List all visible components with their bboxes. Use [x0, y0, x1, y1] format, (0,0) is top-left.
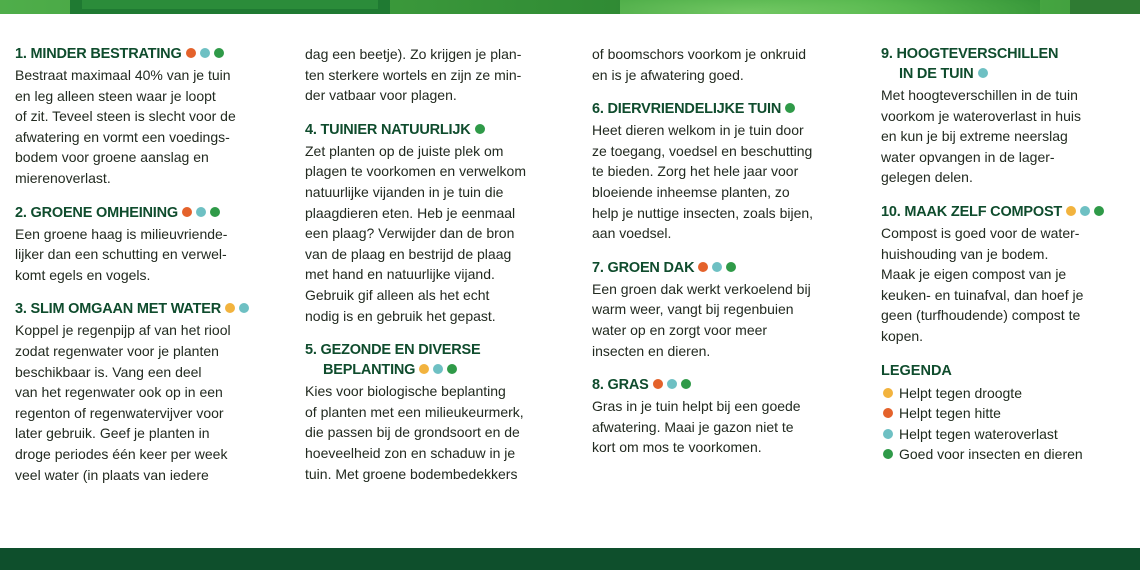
text-line: plaagdieren eten. Heb je eenmaal — [305, 204, 516, 221]
tip-8 — [592, 375, 862, 458]
tip-9-body — [881, 85, 1133, 188]
text-line: met hand en natuurlijke vijand. — [305, 266, 495, 283]
text-line: keuken- en tuinafval, dan hoef je — [881, 286, 1084, 303]
water-dot-icon — [978, 68, 988, 78]
text-line: komt egels en vogels. — [15, 266, 151, 283]
text-line: der vatbaar voor plagen. — [305, 87, 457, 104]
water-dot-icon — [1080, 206, 1090, 216]
text-line: regenton of regenwatervijver voor — [15, 404, 224, 421]
text-line: Compost is goed voor de water- — [881, 224, 1080, 241]
legend-item-insects — [881, 444, 1133, 465]
tip-5-body — [305, 381, 575, 484]
text-line: geen (turfhoudende) compost te — [881, 307, 1081, 324]
insects-dot-icon — [681, 379, 691, 389]
insects-dot-icon — [1094, 206, 1104, 216]
tip-3-body — [15, 320, 280, 485]
text-line: Bestraat maximaal 40% van je tuin — [15, 67, 231, 83]
water-dot-icon — [433, 364, 443, 374]
text-line: een plaag? Verwijder dan de bron — [305, 225, 515, 242]
insects-dot-icon — [447, 364, 457, 374]
tip-7 — [592, 258, 862, 361]
column-2 — [305, 44, 575, 498]
tip-9 — [881, 44, 1133, 188]
text-line: ten sterkere wortels en zijn ze min- — [305, 66, 522, 83]
tip-3-continued — [305, 44, 575, 106]
tip-5 — [305, 340, 575, 484]
tip-4-title: 4. TUINIER NATUURLIJK — [305, 120, 575, 140]
column-1 — [15, 44, 280, 499]
text-line: Met hoogteverschillen in de tuin — [881, 87, 1078, 103]
text-line: water opvangen in de lager- — [881, 148, 1055, 165]
text-line: Heet dieren welkom in je tuin door — [592, 122, 804, 139]
insects-dot-icon — [726, 262, 736, 272]
text-line: Koppel je regenpijp af van het riool — [15, 322, 231, 339]
tip-6-body — [592, 120, 862, 244]
text-line: huishouding van je bodem. — [881, 245, 1049, 262]
tip-1 — [15, 44, 280, 189]
text-line: en is je afwatering goed. — [592, 66, 744, 83]
tip-8-body — [592, 396, 862, 458]
text-line: kort om mos te voorkomen. — [592, 439, 762, 456]
text-line: bloeiende inheemse planten, zo — [592, 183, 790, 200]
text-line: Maak je eigen compost van je — [881, 266, 1067, 283]
text-line: voorkom je wateroverlast in huis — [881, 107, 1081, 124]
water-dot-icon — [883, 429, 893, 439]
tip-3-title: 3. SLIM OMGAAN MET WATER — [15, 299, 280, 319]
heat-dot-icon — [186, 48, 196, 58]
text-line: die passen bij de grondsoort en de — [305, 424, 520, 441]
tip-4-body — [305, 141, 575, 326]
drought-dot-icon — [225, 303, 235, 313]
text-line: zodat regenwater voor je planten — [15, 342, 219, 359]
text-line: Zet planten op de juiste plek om — [305, 142, 504, 159]
water-dot-icon — [200, 48, 210, 58]
text-line: Kies voor biologische beplanting — [305, 383, 506, 400]
text-line: lijker dan een schutting en verwel- — [15, 246, 227, 263]
text-line: van het regenwater ook op in een — [15, 384, 223, 401]
text-line: beschikbaar is. Vang een deel — [15, 363, 202, 380]
legend — [881, 361, 1133, 465]
tip-10 — [881, 202, 1133, 347]
text-line: tuin. Met groene bodembedekkers — [305, 465, 518, 482]
tip-8-title: 8. GRAS — [592, 375, 862, 395]
legend-label: Helpt tegen droogte — [899, 384, 1022, 401]
legend-title: LEGENDA — [881, 362, 952, 379]
drought-dot-icon — [1066, 206, 1076, 216]
text-line: te bieden. Zorg het hele jaar voor — [592, 163, 799, 180]
text-line: kopen. — [881, 327, 924, 344]
legend-item-water — [881, 424, 1133, 445]
text-line: nodig is en gebruik het gepast. — [305, 307, 496, 324]
column-4 — [881, 44, 1133, 465]
tip-5-continued — [592, 44, 862, 85]
legend-label: Goed voor insecten en dieren — [899, 446, 1083, 463]
text-line: aan voedsel. — [592, 225, 672, 242]
heat-dot-icon — [698, 262, 708, 272]
tip-5-title: 5. GEZONDE EN DIVERSE BEPLANTING — [305, 342, 481, 379]
text-line: gelegen delen. — [881, 169, 973, 186]
text-line: later gebruik. Geef je planten in — [15, 425, 210, 442]
text-line: of zit. Teveel steen is slecht voor de — [15, 108, 236, 125]
text-line: water op en zorgt voor meer — [592, 321, 768, 338]
text-line: warm weer, vangt bij regenbuien — [592, 301, 794, 318]
tip-5-body-continued — [592, 44, 862, 85]
text-line: veel water (in plaats van iedere — [15, 466, 209, 483]
drought-dot-icon — [419, 364, 429, 374]
tip-3 — [15, 299, 280, 485]
text-line: en kun je bij extreme neerslag — [881, 128, 1068, 145]
tip-7-title: 7. GROEN DAK — [592, 258, 862, 278]
tip-1-title: 1. MINDER BESTRATING — [15, 44, 280, 64]
text-line: droge periodes één keer per week — [15, 445, 228, 462]
water-dot-icon — [239, 303, 249, 313]
header-corner-block — [1070, 0, 1140, 14]
legend-label: Helpt tegen wateroverlast — [899, 425, 1058, 442]
tip-2 — [15, 203, 280, 286]
text-line: of planten met een milieukeurmerk, — [305, 403, 524, 420]
footer-band — [0, 548, 1140, 570]
tip-2-title: 2. GROENE OMHEINING — [15, 203, 280, 223]
text-line: afwatering en vormt een voedings- — [15, 128, 230, 145]
heat-dot-icon — [883, 408, 893, 418]
water-dot-icon — [667, 379, 677, 389]
text-line: insecten en dieren. — [592, 342, 711, 359]
header-inner-block — [82, 0, 378, 9]
tip-3-body-continued — [305, 44, 575, 106]
tip-6-title: 6. DIERVRIENDELIJKE TUIN — [592, 99, 862, 119]
tip-10-body — [881, 223, 1133, 347]
text-line: Een groen dak werkt verkoelend bij — [592, 280, 811, 297]
text-line: afwatering. Maai je gazon niet te — [592, 418, 794, 435]
text-line: help je nuttige insecten, zoals bijen, — [592, 204, 814, 221]
insects-dot-icon — [210, 207, 220, 217]
tip-4 — [305, 120, 575, 326]
text-line: bodem voor groene aanslag en — [15, 149, 209, 166]
heat-dot-icon — [653, 379, 663, 389]
text-line: Gebruik gif alleen als het echt — [305, 286, 490, 303]
text-line: Gras in je tuin helpt bij een goede — [592, 398, 801, 415]
tip-2-body — [15, 224, 280, 286]
text-line: natuurlijke vijanden in je tuin die — [305, 183, 504, 200]
insects-dot-icon — [475, 124, 485, 134]
legend-label: Helpt tegen hitte — [899, 405, 1001, 422]
tip-6 — [592, 99, 862, 244]
text-line: of boomschors voorkom je onkruid — [592, 46, 806, 62]
water-dot-icon — [712, 262, 722, 272]
header-decoration — [0, 0, 1140, 14]
text-line: hoeveelheid zon en schaduw in je — [305, 444, 516, 461]
insects-dot-icon — [785, 103, 795, 113]
heat-dot-icon — [182, 207, 192, 217]
text-line: en leg alleen steen waar je loopt — [15, 87, 216, 104]
text-line: plagen te voorkomen en verwelkom — [305, 163, 527, 180]
legend-item-heat — [881, 403, 1133, 424]
text-line: Een groene haag is milieuvriende- — [15, 225, 228, 242]
tip-1-body — [15, 65, 280, 189]
insects-dot-icon — [214, 48, 224, 58]
drought-dot-icon — [883, 388, 893, 398]
tip-7-body — [592, 279, 862, 361]
text-line: mierenoverlast. — [15, 169, 111, 186]
legend-item-drought — [881, 383, 1133, 404]
text-line: van de plaag en bestrijd de plaag — [305, 245, 512, 262]
text-line: ze toegang, voedsel en beschutting — [592, 142, 813, 159]
tip-9-title: 9. HOOGTEVERSCHILLEN IN DE TUIN — [881, 46, 1059, 82]
column-3 — [592, 44, 862, 472]
header-leaf-illustration — [620, 0, 1040, 14]
water-dot-icon — [196, 207, 206, 217]
tip-10-title: 10. MAAK ZELF COMPOST — [881, 202, 1133, 222]
text-line: dag een beetje). Zo krijgen je plan- — [305, 46, 522, 62]
insects-dot-icon — [883, 449, 893, 459]
